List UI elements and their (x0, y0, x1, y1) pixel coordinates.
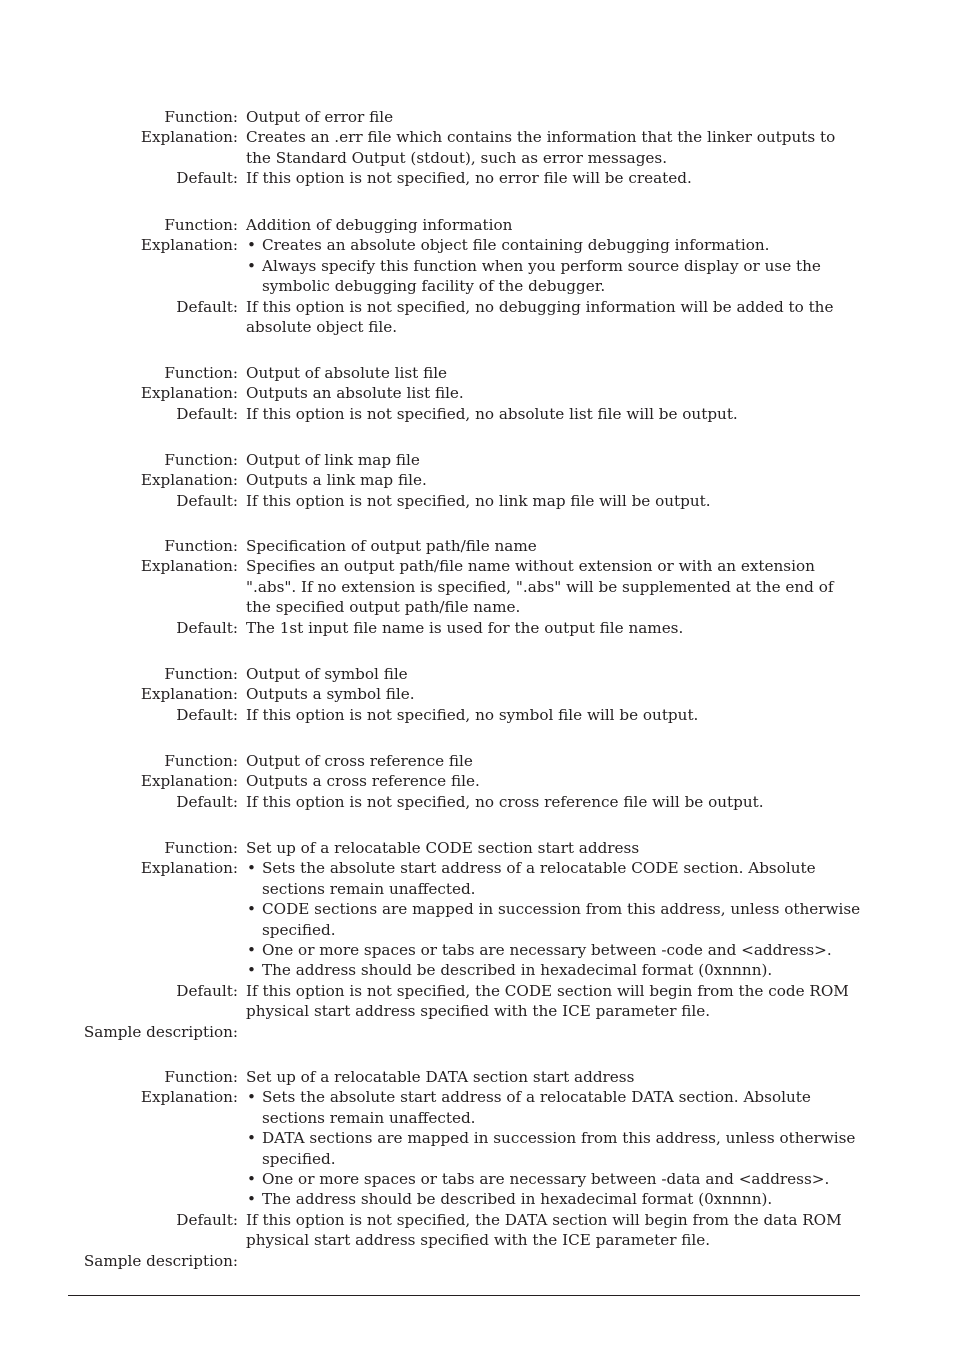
explanation-row (0, 771, 954, 791)
function-row-value: Output of absolute list file (246, 364, 448, 382)
default-row-value: If this option is not specified, no cross reference file will be output. (246, 792, 764, 811)
function-row (0, 536, 954, 556)
explanation-row (0, 127, 954, 168)
explanation-row (0, 556, 954, 617)
option-block (0, 215, 954, 337)
explanation-row-value: Outputs an absolute list file. (246, 384, 464, 403)
explanation-bullet-item: • Always specify this function when you perform source display or use the symbolic debugging facility of the debugger. (246, 256, 862, 297)
option-block (0, 664, 954, 725)
function-row (0, 751, 954, 771)
explanation-row (0, 383, 954, 403)
function-row (0, 1067, 954, 1087)
function-row-label: Function: (164, 839, 238, 857)
explanation-row-label: Explanation: (140, 1088, 238, 1107)
default-row-value: The 1st input file name is used for the output file names. (246, 618, 684, 637)
explanation-row-label: Explanation: (140, 685, 238, 704)
explanation-row-value: Creates an .err file which contains the information that the linker outputs to the Standard Output (stdout), such as error messages. (246, 128, 836, 167)
default-row-label: Default: (176, 1210, 238, 1229)
function-row (0, 664, 954, 684)
default-row-label: Default: (176, 705, 238, 724)
default-row-label: Default: (176, 491, 238, 510)
default-row-value: If this option is not specified, no debugging information will be added to the absolute object file. (246, 297, 834, 337)
default-row-value: If this option is not specified, no absolute list file will be output. (246, 404, 738, 423)
explanation-row (0, 235, 954, 296)
option-block (0, 363, 954, 424)
explanation-row-value: Specifies an output path/file name without extension or with an extension ".abs". If no extension is specified, ".abs" will be supplemented at the end of the specified output path/file name. (246, 557, 834, 617)
explanation-bullets (246, 1087, 862, 1209)
default-row-value: If this option is not specified, the DATA section will begin from the data ROM physical start address specified with the ICE parameter file. (246, 1210, 842, 1250)
function-row (0, 107, 954, 127)
function-row-value: Set up of a relocatable DATA section start address (246, 1068, 635, 1086)
function-row-label: Function: (164, 1068, 238, 1086)
explanation-bullets (246, 235, 862, 296)
explanation-row-value: Outputs a cross reference file. (246, 772, 480, 791)
explanation-row-label: Explanation: (140, 384, 238, 403)
function-row-value: Output of error file (246, 108, 394, 126)
explanation-bullet-item: • DATA sections are mapped in succession from this address, unless otherwise specified. (246, 1128, 862, 1169)
explanation-bullet-item: • Sets the absolute start address of a relocatable CODE section. Absolute sections remain unaffected. (246, 858, 862, 899)
sample-description-row (0, 1022, 954, 1042)
default-row (0, 168, 954, 188)
explanation-row-label: Explanation: (140, 128, 238, 147)
explanation-row-label: Explanation: (140, 236, 238, 255)
option-block (0, 1067, 954, 1271)
default-row-value: If this option is not specified, no link map file will be output. (246, 491, 711, 510)
sample-description-row-label: Sample description: (83, 1251, 238, 1270)
option-block (0, 107, 954, 189)
explanation-row-label: Explanation: (140, 557, 238, 576)
default-row (0, 618, 954, 638)
default-row (0, 792, 954, 812)
function-row-value: Output of symbol file (246, 665, 408, 683)
default-row (0, 404, 954, 424)
function-row-label: Function: (164, 537, 238, 555)
footer-rule (68, 1295, 860, 1296)
sample-description-row-value (246, 1251, 862, 1271)
default-row-value: If this option is not specified, no error file will be created. (246, 169, 692, 188)
explanation-bullet-item: • One or more spaces or tabs are necessary between -data and <address>. (246, 1169, 862, 1189)
default-row (0, 981, 954, 1022)
default-row (0, 1210, 954, 1251)
explanation-row (0, 858, 954, 980)
explanation-row (0, 1087, 954, 1209)
function-row-value: Addition of debugging information (246, 216, 513, 234)
explanation-row-value (246, 235, 862, 296)
default-row-label: Default: (176, 792, 238, 811)
function-row (0, 363, 954, 383)
explanation-bullets (246, 858, 862, 980)
option-block (0, 450, 954, 511)
default-row-label: Default: (176, 981, 238, 1000)
option-block (0, 838, 954, 1042)
explanation-row (0, 470, 954, 490)
default-row-value: If this option is not specified, no symbol file will be output. (246, 705, 699, 724)
function-row (0, 215, 954, 235)
sample-description-row (0, 1251, 954, 1271)
default-row-label: Default: (176, 169, 238, 188)
default-row-label: Default: (176, 618, 238, 637)
function-row (0, 838, 954, 858)
explanation-bullet-item: • One or more spaces or tabs are necessary between -code and <address>. (246, 940, 862, 960)
explanation-bullet-item: • Creates an absolute object file containing debugging information. (246, 235, 862, 255)
explanation-row-label: Explanation: (140, 471, 238, 490)
explanation-row-value: Outputs a symbol file. (246, 685, 415, 704)
explanation-bullet-item: • CODE sections are mapped in succession from this address, unless otherwise specified. (246, 899, 862, 940)
default-row-label: Default: (176, 297, 238, 316)
function-row-value: Output of link map file (246, 451, 420, 469)
function-row-label: Function: (164, 216, 238, 234)
function-row-label: Function: (164, 451, 238, 469)
option-block (0, 536, 954, 638)
default-row (0, 491, 954, 511)
function-row-value: Output of cross reference file (246, 752, 473, 770)
default-row-value: If this option is not specified, the CODE section will begin from the code ROM physical start address specified with the ICE parameter file. (246, 981, 849, 1021)
function-row-label: Function: (164, 108, 238, 126)
explanation-bullet-item: • The address should be described in hexadecimal format (0xnnnn). (246, 960, 862, 980)
explanation-row-value: Outputs a link map file. (246, 471, 427, 490)
explanation-row-label: Explanation: (140, 859, 238, 878)
option-block (0, 751, 954, 812)
default-row (0, 705, 954, 725)
explanation-row-label: Explanation: (140, 772, 238, 791)
explanation-row-value (246, 858, 862, 980)
sample-description-row-value (246, 1022, 862, 1042)
function-row-value: Specification of output path/file name (246, 537, 537, 555)
default-row (0, 297, 954, 338)
function-row-label: Function: (164, 752, 238, 770)
explanation-row-value (246, 1087, 862, 1209)
sample-description-row-label: Sample description: (83, 1022, 238, 1041)
function-row-label: Function: (164, 364, 238, 382)
function-row-label: Function: (164, 665, 238, 683)
default-row-label: Default: (176, 404, 238, 423)
explanation-bullet-item: • The address should be described in hexadecimal format (0xnnnn). (246, 1189, 862, 1209)
explanation-bullet-item: • Sets the absolute start address of a relocatable DATA section. Absolute sections remain unaffected. (246, 1087, 862, 1128)
function-row-value: Set up of a relocatable CODE section start address (246, 839, 640, 857)
function-row (0, 450, 954, 470)
explanation-row (0, 684, 954, 704)
